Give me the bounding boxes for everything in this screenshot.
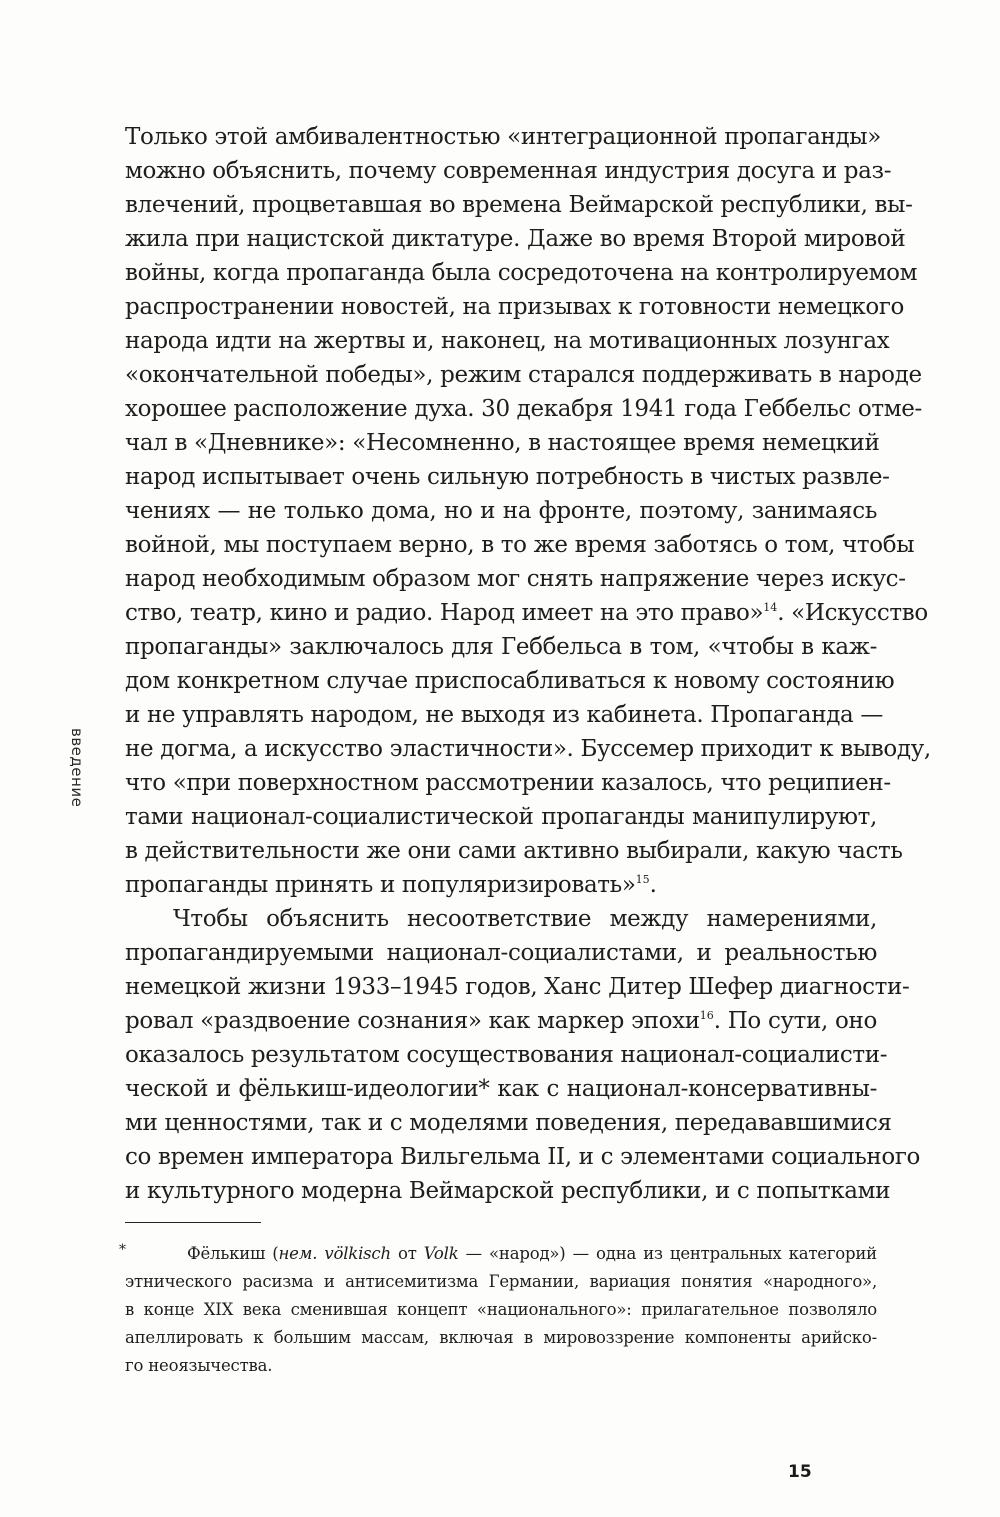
text-line: ческой и фёлькиш-идеологии* как с национал-консервативны- (125, 1076, 877, 1102)
footnote-ref: 16 (699, 1009, 714, 1022)
text-fragment: от (390, 1244, 424, 1263)
footnote-line (119, 1240, 877, 1268)
text-fragment: . «Искусство (777, 600, 928, 626)
text-fragment: . (649, 872, 657, 898)
text-fragment: — «народ») — одна из центральных категорий (458, 1244, 877, 1263)
text-line: Только этой амбивалентностью «интеграционной пропаганды» (125, 124, 881, 150)
footnote-line: апеллировать к большим массам, включая в мировоззрение компоненты арийско- (125, 1328, 877, 1347)
footnote (119, 1240, 877, 1380)
text-line: чал в «Дневнике»: «Несомненно, в настоящее время немецкий (125, 430, 880, 456)
footnote-divider (125, 1222, 261, 1223)
text-fragment: пропаганды принять и популяризировать» (125, 872, 636, 898)
text-fragment: . По сути, оно (713, 1008, 877, 1034)
text-fragment: ровал «раздвоение сознания» как маркер эпохи (125, 1008, 700, 1034)
text-line: хорошее расположение духа. 30 декабря 1941 года Геббельс отме- (125, 396, 922, 422)
text-line: войной, мы поступаем верно, в то же время заботясь о том, чтобы (125, 532, 915, 558)
text-fragment: ство, театр, кино и радио. Народ имеет на это право» (125, 600, 764, 626)
text-line: не догма, а искусство эластичности». Буссемер приходит к выводу, (125, 736, 931, 762)
text-line: что «при поверхностном рассмотрении казалось, что реципиен- (125, 770, 891, 796)
footnote-line: в конце XIX века сменившая концепт «национального»: прилагательное позволяло (125, 1300, 877, 1319)
text-line: и культурного модерна Веймарской республики, и с попытками (125, 1178, 891, 1204)
text-line: «окончательной победы», режим старался поддерживать в народе (125, 362, 922, 388)
text-line: в действительности же они сами активно выбирали, какую часть (125, 838, 903, 864)
text-fragment: Volk (423, 1244, 459, 1263)
text-line: народа идти на жертвы и, наконец, на мотивационных лозунгах (125, 328, 890, 354)
text-line: ми ценностями, так и с моделями поведения, передававшимися (125, 1110, 892, 1136)
text-line (125, 1004, 877, 1038)
main-text (125, 120, 931, 1208)
text-line: народ необходимым образом мог снять напряжение через искус- (125, 566, 906, 592)
text-line: немецкой жизни 1933–1945 годов, Ханс Дитер Шефер диагности- (125, 974, 910, 1000)
running-section-label: введение (68, 728, 86, 808)
page-number: 15 (788, 1462, 812, 1482)
text-line: пропагандируемыми национал-социалистами, и реальностью (125, 940, 877, 966)
footnote-ref: 15 (635, 873, 650, 886)
text-line: тами национал-социалистической пропаганды манипулируют, (125, 804, 877, 830)
text-line: дом конкретном случае приспосабливаться к новому состоянию (125, 668, 895, 694)
text-line: влечений, процветавшая во времена Веймарской республики, вы- (125, 192, 913, 218)
text-line: распространении новостей, на призывах к готовности немецкого (125, 294, 905, 320)
footnote-line: го неоязычества. (125, 1356, 273, 1375)
footnote-ref: 14 (763, 601, 778, 614)
text-line: можно объяснить, почему современная индустрия досуга и раз- (125, 158, 892, 184)
footnote-line: этнического расизма и антисемитизма Германии, вариация понятия «народного», (125, 1272, 877, 1291)
text-fragment: Фёлькиш ( (187, 1244, 279, 1263)
footnote-marker: * (119, 1242, 126, 1258)
text-line (125, 868, 877, 902)
text-fragment: нем. völkisch (278, 1244, 391, 1263)
text-line: оказалось результатом сосуществования национал-социалисти- (125, 1042, 888, 1068)
text-line: и не управлять народом, не выходя из кабинета. Пропаганда — (125, 702, 884, 728)
text-line: народ испытывает очень сильную потребность в чистых развле- (125, 464, 890, 490)
text-line: войны, когда пропаганда была сосредоточена на контролируемом (125, 260, 918, 286)
text-line: пропаганды» заключалось для Геббельса в том, «чтобы в каж- (125, 634, 877, 660)
text-line: жила при нацистской диктатуре. Даже во время Второй мировой (125, 226, 906, 252)
text-line (125, 596, 928, 630)
text-line: со времен императора Вильгельма II, и с элементами социального (125, 1144, 921, 1170)
text-line: Чтобы объяснить несоответствие между намерениями, (173, 906, 877, 932)
text-line: чениях — не только дома, но и на фронте, поэтому, занимаясь (125, 498, 877, 524)
